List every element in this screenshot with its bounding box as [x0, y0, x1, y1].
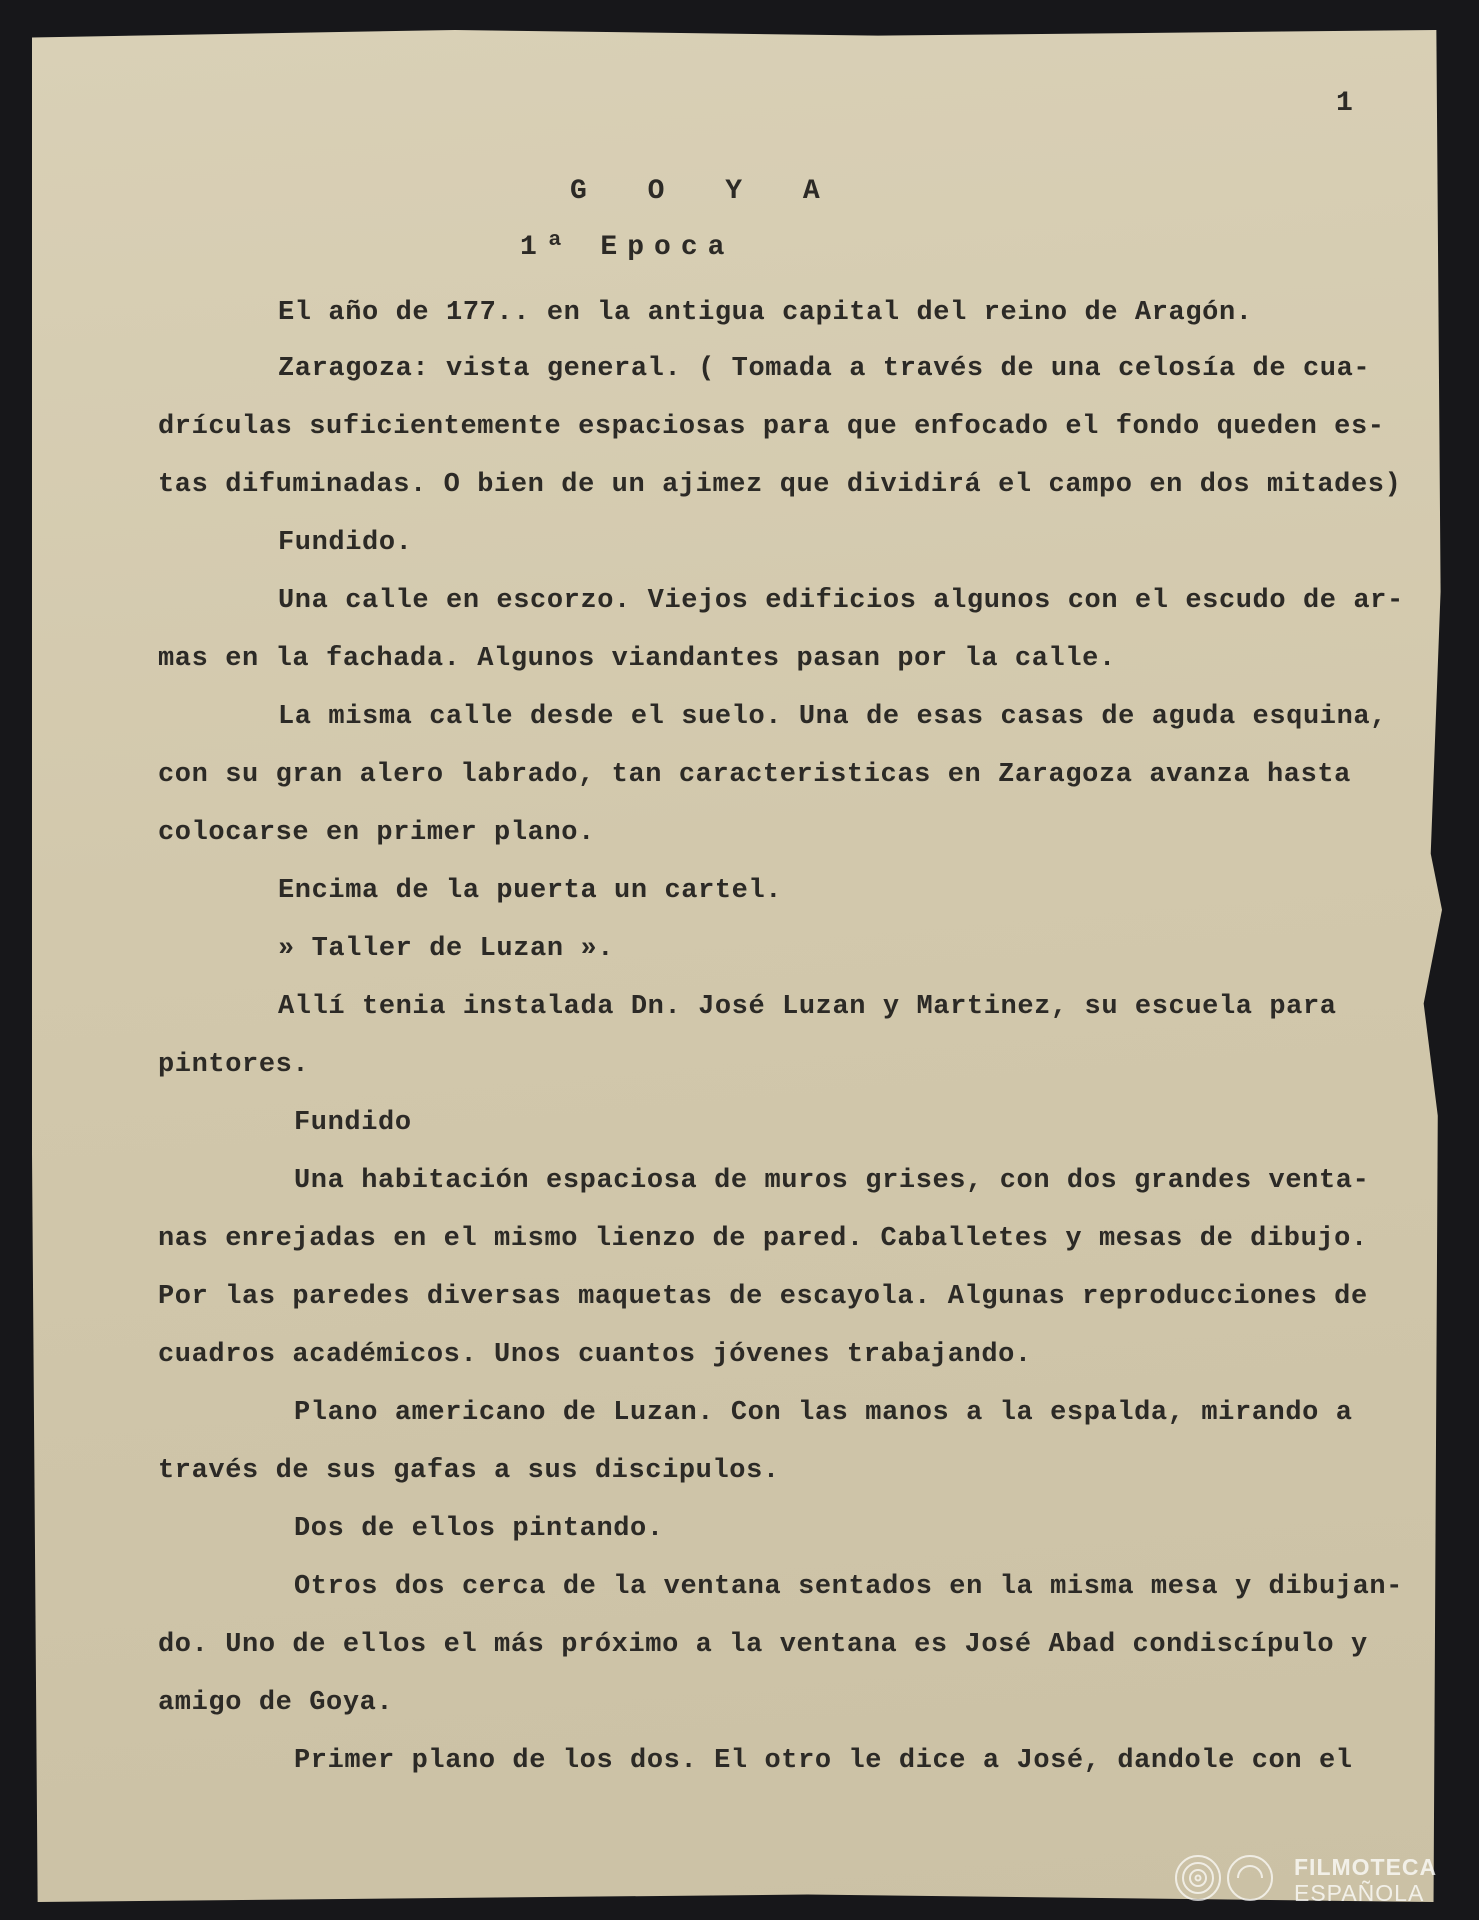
body-line: mas en la fachada. Algunos viandantes pasan por la calle. [158, 644, 1116, 674]
body-line: Otros dos cerca de la ventana sentados en la misma mesa y dibujan- [294, 1572, 1403, 1602]
body-line: Dos de ellos pintando. [294, 1514, 664, 1544]
body-line: drículas suficientemente espaciosas para que enfocado el fondo queden es- [158, 412, 1385, 442]
body-line: Plano americano de Luzan. Con las manos a la espalda, mirando a [294, 1398, 1353, 1428]
body-line: Fundido [294, 1108, 412, 1138]
body-line: amigo de Goya. [158, 1688, 394, 1718]
body-line: Una calle en escorzo. Viejos edificios algunos con el escudo de ar- [278, 586, 1404, 616]
body-line: Zaragoza: vista general. ( Tomada a través de una celosía de cua- [278, 354, 1371, 384]
body-line: con su gran alero labrado, tan caracteristicas en Zaragoza avanza hasta [158, 760, 1351, 790]
body-line: Por las paredes diversas maquetas de escayola. Algunas reproducciones de [158, 1282, 1368, 1312]
body-line: colocarse en primer plano. [158, 818, 595, 848]
filmoteca-logo-icon [1172, 1852, 1284, 1904]
document-title: G O Y A [570, 176, 842, 207]
body-line: tas difuminadas. O bien de un ajimez que dividirá el campo en dos mitades) [158, 470, 1402, 500]
document-subtitle: 1ª Epoca [520, 232, 735, 263]
body-line: La misma calle desde el suelo. Una de esas casas de aguda esquina, [278, 702, 1387, 732]
body-line: Fundido. [278, 528, 413, 558]
watermark-line2: ESPAÑOLA [1294, 1880, 1425, 1906]
body-line: Encima de la puerta un cartel. [278, 876, 783, 906]
body-line: » Taller de Luzan ». [278, 934, 615, 964]
body-line: do. Uno de ellos el más próximo a la ventana es José Abad condiscípulo y [158, 1630, 1368, 1660]
body-line: Primer plano de los dos. El otro le dice a José, dandole con el [294, 1746, 1353, 1776]
body-line: nas enrejadas en el mismo lienzo de pared. Caballetes y mesas de dibujo. [158, 1224, 1368, 1254]
body-line: pintores. [158, 1050, 310, 1080]
body-line: través de sus gafas a sus discipulos. [158, 1456, 780, 1486]
watermark-line1: FILMOTECA [1294, 1854, 1438, 1880]
body-line: Una habitación espaciosa de muros grises, con dos grandes venta- [294, 1166, 1370, 1196]
page-number: 1 [1336, 88, 1353, 119]
body-line: cuadros académicos. Unos cuantos jóvenes trabajando. [158, 1340, 1032, 1370]
body-line: El año de 177.. en la antigua capital del reino de Aragón. [278, 298, 1253, 328]
body-line: Allí tenia instalada Dn. José Luzan y Martinez, su escuela para [278, 992, 1337, 1022]
filmoteca-watermark [1172, 1850, 1472, 1906]
